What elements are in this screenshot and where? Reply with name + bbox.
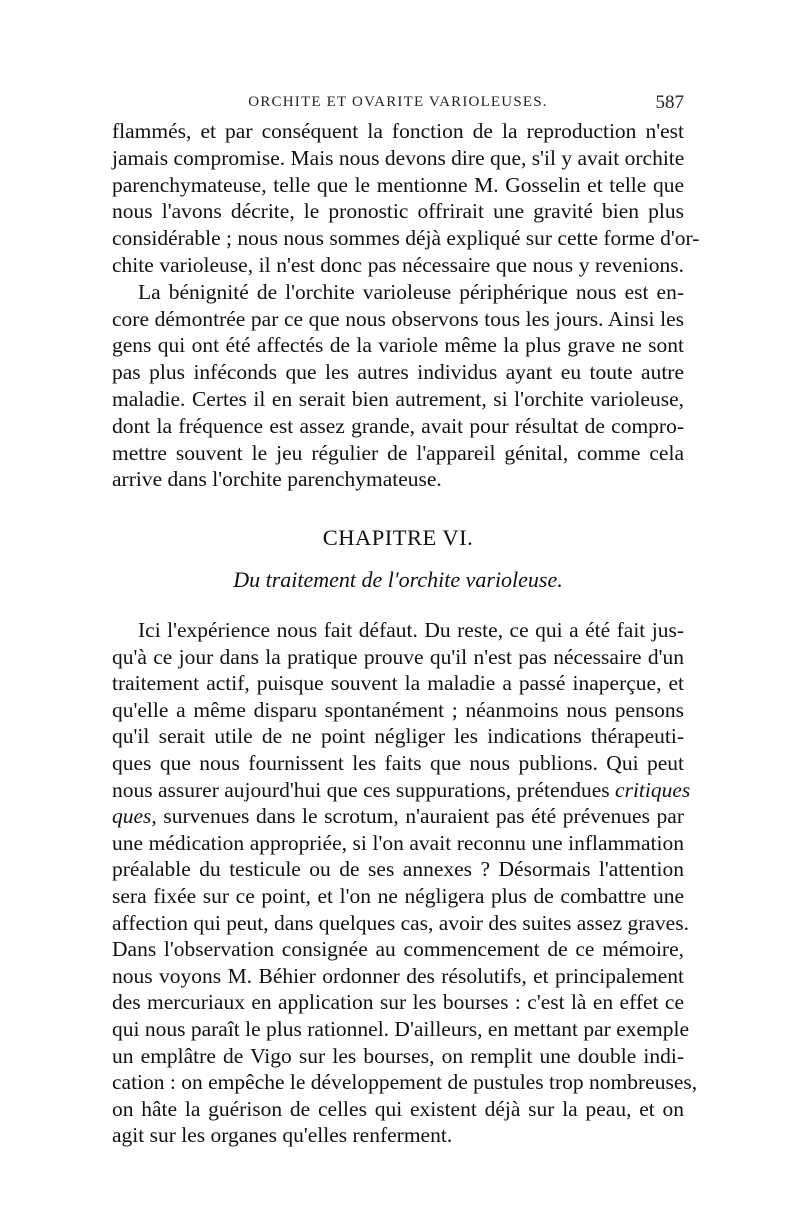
section-title: Du traitement de l'orchite varioleuse.: [233, 567, 563, 592]
text-line: Dans l'observation consignée au commencement de ce mémoire,: [112, 937, 684, 962]
text-line: qu'il serait utile de ne point négliger les indications thérapeuti-: [112, 724, 684, 749]
text-line: affection qui peut, dans quelques cas, avoir des suites assez graves.: [112, 910, 689, 935]
text-line: considérable ; nous nous sommes déjà expliqué sur cette forme d'or-: [112, 226, 700, 251]
italic-word: ques: [112, 804, 152, 829]
running-head: ORCHITE ET OVARITE VARIOLEUSES.: [248, 94, 548, 110]
text-line: qui nous paraît le plus rationnel. D'ailleurs, en mettant par exemple: [112, 1016, 690, 1041]
page-number: 587: [655, 92, 684, 113]
text-line: parenchymateuse, telle que le mentionne M. Gosselin et telle que: [112, 172, 684, 197]
text-line: gens qui ont été affectés de la variole même la plus grave ne sont: [112, 333, 684, 358]
text-line: core démontrée par ce que nous observons tous les jours. Ainsi les: [112, 306, 684, 331]
text-line: cation : on empêche le développement de pustules trop nombreuses,: [112, 1070, 698, 1095]
text-line: agit sur les organes qu'elles renferment.: [112, 1123, 453, 1148]
text-fragment: nous assurer aujourd'hui que ces suppurations, prétendues: [112, 777, 610, 802]
text-line: flammés, et par conséquent la fonction de la reproduction n'est: [112, 119, 684, 143]
page-header: [112, 88, 684, 118]
text-line: jamais compromise. Mais nous devons dire que, s'il y avait orchite: [112, 145, 685, 170]
text-line: qu'à ce jour dans la pratique prouve qu'il n'est pas nécessaire d'un: [112, 644, 684, 669]
text-line: Ici l'expérience nous fait défaut. Du reste, ce qui a été fait jus-: [138, 618, 684, 642]
text-line: préalable du testicule ou de ses annexes ? Désormais l'attention: [112, 857, 684, 882]
text-line: nous voyons M. Béhier ordonner des résolutifs, et principalement: [112, 963, 684, 988]
italic-word: critiques: [615, 777, 691, 802]
text-line: pas plus inféconds que les autres individus ayant eu toute autre: [112, 360, 684, 385]
text-line: sera fixée sur ce point, et l'on ne négligera plus de combattre une: [112, 883, 684, 908]
chapter-title: CHAPITRE VI.: [322, 525, 474, 550]
text-line: dont la fréquence est assez grande, avait pour résultat de compro-: [112, 413, 684, 438]
text-line: La bénignité de l'orchite varioleuse périphérique nous est en-: [138, 279, 684, 304]
text-line: ques que nous fournissent les faits que nous publions. Qui peut: [112, 750, 684, 775]
body-text-top: [112, 118, 700, 493]
text-line: [112, 777, 691, 804]
text-line: chite varioleuse, il n'est donc pas nécessaire que nous y revenions.: [112, 252, 684, 277]
body-text-bottom: [112, 617, 698, 1149]
text-line: mettre souvent le jeu régulier de l'appareil génital, comme cela: [112, 440, 684, 465]
text-line: arrive dans l'orchite parenchymateuse.: [112, 467, 442, 492]
text-fragment: , survenues dans le scrotum, n'auraient pas été prévenues par: [151, 804, 684, 829]
text-line: une médication appropriée, si l'on avait reconnu une inflammation: [112, 830, 684, 855]
text-line: nous l'avons décrite, le pronostic offrirait une gravité bien plus: [112, 199, 684, 224]
text-line: maladie. Certes il en serait bien autrement, si l'orchite varioleuse,: [112, 386, 684, 411]
text-line: des mercuriaux en application sur les bourses : c'est là en effet ce: [112, 990, 684, 1015]
text-line: traitement actif, puisque souvent la maladie a passé inaperçue, et: [112, 671, 684, 696]
text-line: un emplâtre de Vigo sur les bourses, on remplit une double indi-: [112, 1043, 684, 1068]
text-line: on hâte la guérison de celles qui existent déjà sur la peau, et on: [112, 1096, 684, 1121]
text-line: [112, 803, 684, 830]
text-line: qu'elle a même disparu spontanément ; néanmoins nous pensons: [112, 697, 684, 722]
